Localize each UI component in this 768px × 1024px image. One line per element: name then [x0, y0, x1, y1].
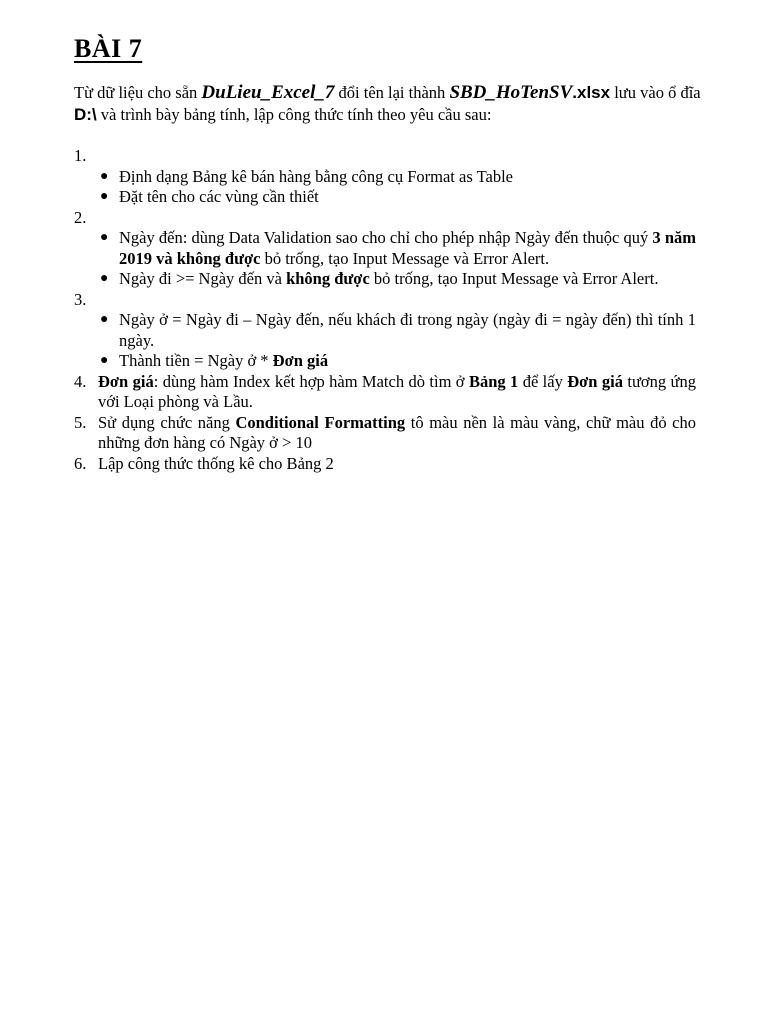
sub-item-text: Định dạng Bảng kê bán hàng bằng công cụ Format as Table	[119, 166, 513, 186]
item-number: 5.	[74, 412, 87, 432]
intro-text-3: lưu vào ổ đĩa	[610, 83, 701, 102]
list-item-2	[74, 208, 696, 229]
sub-item	[98, 310, 696, 351]
target-file-name: SBD_HoTenSV	[449, 82, 573, 103]
intro-text-2: đổi tên lại thành	[334, 83, 450, 102]
bullet-icon: ●	[100, 230, 109, 245]
sub-item-text: Ngày đi >= Ngày đến và	[119, 269, 287, 288]
intro-text-1: Từ dữ liệu cho sẵn	[74, 83, 202, 102]
item-bold-text: Đơn giá	[567, 371, 623, 391]
item-number: 3.	[74, 289, 87, 309]
sub-item	[98, 351, 696, 372]
item-text: để lấy	[518, 371, 568, 391]
sub-item-text: Thành tiền = Ngày ở *	[119, 351, 273, 370]
item-text: Lập công thức thống kê cho Bảng 2	[98, 453, 334, 473]
sub-item-bold-text: Đơn giá	[272, 351, 329, 370]
sub-item-text: Ngày đến: dùng Data Validation sao cho chỉ cho phép nhập Ngày đến thuộc quý	[119, 228, 653, 247]
list-item-1	[74, 146, 696, 167]
intro-paragraph	[74, 82, 704, 126]
target-file-ext: .xlsx	[572, 83, 611, 102]
item-number: 2.	[74, 207, 87, 227]
item-number: 6.	[74, 453, 87, 473]
bullet-icon: ●	[100, 271, 109, 286]
bullet-icon: ●	[100, 168, 109, 184]
bullet-icon: ●	[100, 189, 109, 204]
sub-item-text: Đặt tên cho các vùng cần thiết	[119, 187, 319, 206]
item-text: tô màu nền là màu vàng, chữ màu đỏ cho những đơn hàng có Ngày ở > 10	[98, 412, 697, 452]
list-item-5	[74, 413, 696, 454]
list-item-6	[74, 454, 696, 475]
sub-item	[98, 167, 696, 188]
sub-item	[98, 269, 696, 290]
item-text: : dùng hàm Index kết hợp hàm Match dò tìm ở	[153, 371, 469, 391]
item-bold-text: Bảng 1	[468, 371, 519, 391]
bullet-icon: ●	[100, 353, 109, 368]
sub-item-bold-text: 3 năm 2019 và không được	[119, 228, 697, 268]
bullet-icon: ●	[100, 312, 109, 327]
item-bold-text: Đơn giá	[98, 371, 154, 391]
sub-item-text: bỏ trống, tạo Input Message và Error Alert.	[260, 248, 550, 268]
requirements-list	[74, 146, 696, 474]
sub-item	[98, 228, 696, 269]
sub-item-text: Ngày ở = Ngày đi – Ngày đến, nếu khách đi trong ngày (ngày đi = ngày đến) thì tính 1 ngày.	[119, 310, 696, 350]
list-item-3	[74, 290, 696, 311]
item-number: 4.	[74, 371, 87, 391]
source-file-name: DuLieu_Excel_7	[201, 82, 335, 103]
item-number: 1.	[74, 146, 87, 165]
item-text: Sử dụng chức năng	[98, 412, 236, 432]
sub-item-bold-text: không được	[286, 269, 370, 288]
item-bold-text: Conditional Formatting	[235, 412, 406, 432]
drive-letter: D:\	[74, 105, 97, 124]
item-text: tương ứng với Loại phòng và Lầu.	[98, 371, 696, 411]
intro-text-4: và trình bày bảng tính, lập công thức tính theo yêu cầu sau:	[96, 105, 492, 124]
sub-item-text: bỏ trống, tạo Input Message và Error Alert.	[369, 269, 659, 288]
list-item-4	[74, 372, 696, 413]
page-title: BÀI 7	[74, 34, 143, 63]
sub-item	[98, 187, 696, 208]
